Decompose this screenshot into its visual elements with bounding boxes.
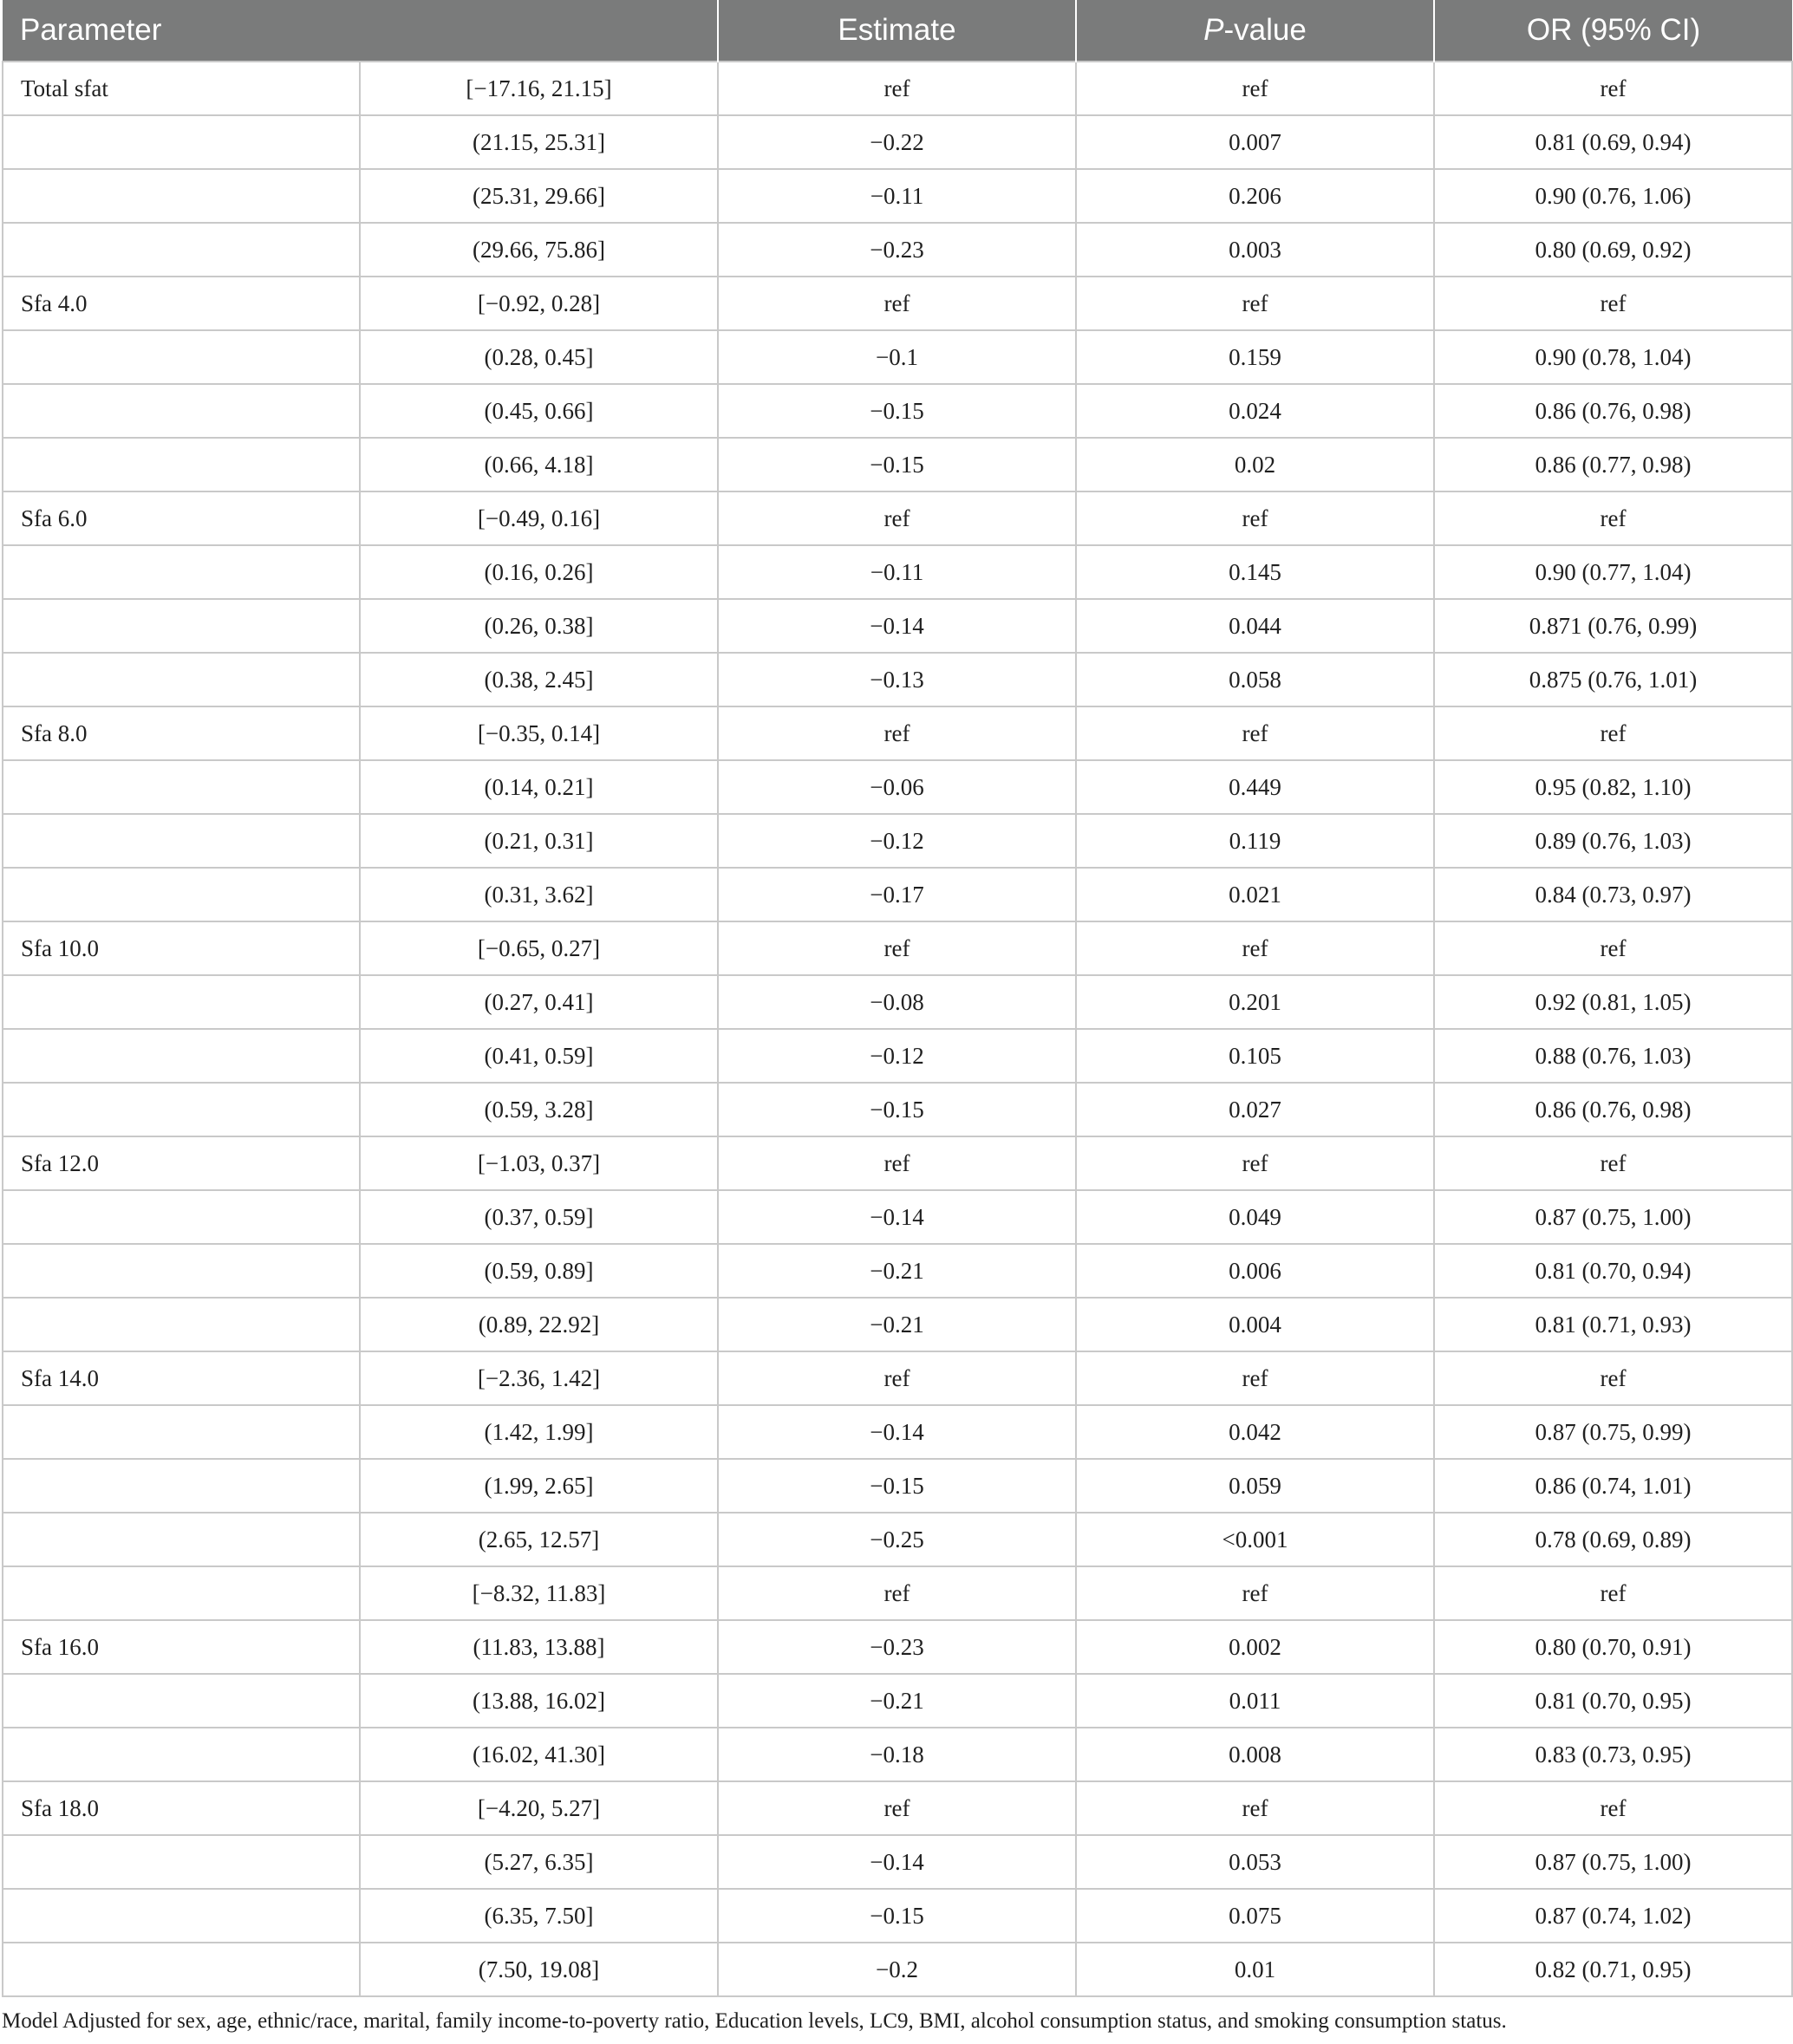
cell-estimate: −0.1	[718, 330, 1076, 384]
cell-estimate: −0.14	[718, 1190, 1076, 1244]
cell-range: (16.02, 41.30]	[360, 1728, 718, 1781]
cell-estimate: −0.25	[718, 1513, 1076, 1566]
cell-estimate: −0.11	[718, 545, 1076, 599]
cell-or: 0.87 (0.74, 1.02)	[1434, 1889, 1792, 1943]
cell-pvalue: 0.159	[1076, 330, 1434, 384]
cell-parameter	[3, 169, 360, 223]
cell-or: 0.88 (0.76, 1.03)	[1434, 1029, 1792, 1083]
cell-pvalue: 0.042	[1076, 1405, 1434, 1459]
cell-pvalue: 0.021	[1076, 868, 1434, 921]
cell-range: [−1.03, 0.37]	[360, 1136, 718, 1190]
cell-parameter	[3, 975, 360, 1029]
cell-pvalue: 0.007	[1076, 115, 1434, 169]
table-row	[3, 1566, 1792, 1620]
cell-or: ref	[1434, 1566, 1792, 1620]
cell-or: 0.875 (0.76, 1.01)	[1434, 653, 1792, 706]
table-row	[3, 599, 1792, 653]
cell-or: 0.87 (0.75, 1.00)	[1434, 1835, 1792, 1889]
cell-pvalue: 0.002	[1076, 1620, 1434, 1674]
cell-or: 0.90 (0.77, 1.04)	[1434, 545, 1792, 599]
cell-parameter	[3, 1298, 360, 1351]
cell-pvalue: 0.119	[1076, 814, 1434, 868]
cell-estimate: −0.23	[718, 1620, 1076, 1674]
cell-estimate: ref	[718, 491, 1076, 545]
table-row	[3, 706, 1792, 760]
cell-range: (0.27, 0.41]	[360, 975, 718, 1029]
cell-range: (0.59, 3.28]	[360, 1083, 718, 1136]
cell-or: 0.90 (0.76, 1.06)	[1434, 169, 1792, 223]
table-row	[3, 277, 1792, 330]
cell-or: ref	[1434, 277, 1792, 330]
cell-range: (0.31, 3.62]	[360, 868, 718, 921]
cell-or: 0.87 (0.75, 1.00)	[1434, 1190, 1792, 1244]
cell-range: (1.99, 2.65]	[360, 1459, 718, 1513]
table-row	[3, 491, 1792, 545]
table-row	[3, 1513, 1792, 1566]
cell-parameter	[3, 1190, 360, 1244]
cell-pvalue: 0.201	[1076, 975, 1434, 1029]
cell-parameter	[3, 1405, 360, 1459]
cell-estimate: −0.21	[718, 1674, 1076, 1728]
cell-pvalue: ref	[1076, 706, 1434, 760]
cell-pvalue: 0.449	[1076, 760, 1434, 814]
table-row	[3, 1405, 1792, 1459]
cell-pvalue: 0.058	[1076, 653, 1434, 706]
cell-estimate: −0.12	[718, 1029, 1076, 1083]
table-row	[3, 1943, 1792, 1996]
cell-or: 0.87 (0.75, 0.99)	[1434, 1405, 1792, 1459]
cell-range: (11.83, 13.88]	[360, 1620, 718, 1674]
cell-estimate: −0.21	[718, 1244, 1076, 1298]
cell-parameter: Sfa 8.0	[3, 706, 360, 760]
cell-range: (7.50, 19.08]	[360, 1943, 718, 1996]
cell-or: 0.80 (0.70, 0.91)	[1434, 1620, 1792, 1674]
table-row	[3, 1835, 1792, 1889]
cell-estimate: ref	[718, 1781, 1076, 1835]
cell-estimate: −0.15	[718, 438, 1076, 491]
table-row	[3, 545, 1792, 599]
cell-estimate: ref	[718, 1351, 1076, 1405]
cell-parameter	[3, 330, 360, 384]
cell-parameter	[3, 545, 360, 599]
cell-parameter	[3, 1459, 360, 1513]
table-row	[3, 223, 1792, 277]
table-row	[3, 330, 1792, 384]
cell-range: (0.37, 0.59]	[360, 1190, 718, 1244]
cell-or: ref	[1434, 491, 1792, 545]
table-row	[3, 438, 1792, 491]
cell-parameter	[3, 653, 360, 706]
cell-parameter	[3, 1083, 360, 1136]
cell-range: [−8.32, 11.83]	[360, 1566, 718, 1620]
cell-range: (21.15, 25.31]	[360, 115, 718, 169]
cell-range: (0.89, 22.92]	[360, 1298, 718, 1351]
cell-or: 0.86 (0.77, 0.98)	[1434, 438, 1792, 491]
table-row	[3, 921, 1792, 975]
cell-range: [−2.36, 1.42]	[360, 1351, 718, 1405]
cell-parameter: Sfa 16.0	[3, 1620, 360, 1674]
cell-estimate: ref	[718, 62, 1076, 115]
cell-or: 0.84 (0.73, 0.97)	[1434, 868, 1792, 921]
cell-parameter	[3, 1835, 360, 1889]
cell-parameter	[3, 1943, 360, 1996]
cell-or: 0.80 (0.69, 0.92)	[1434, 223, 1792, 277]
cell-estimate: −0.14	[718, 599, 1076, 653]
cell-parameter: Sfa 12.0	[3, 1136, 360, 1190]
cell-or: 0.86 (0.74, 1.01)	[1434, 1459, 1792, 1513]
table-row	[3, 653, 1792, 706]
cell-range: (0.38, 2.45]	[360, 653, 718, 706]
cell-estimate: −0.08	[718, 975, 1076, 1029]
cell-parameter: Total sfat	[3, 62, 360, 115]
cell-parameter	[3, 115, 360, 169]
header-pvalue-prefix: P	[1203, 13, 1224, 47]
header-pvalue-suffix: -value	[1223, 13, 1307, 47]
cell-estimate: −0.22	[718, 115, 1076, 169]
table-body	[3, 62, 1792, 1996]
cell-or: 0.81 (0.71, 0.93)	[1434, 1298, 1792, 1351]
table-row	[3, 760, 1792, 814]
cell-pvalue: 0.044	[1076, 599, 1434, 653]
table-row	[3, 1781, 1792, 1835]
cell-range: [−0.65, 0.27]	[360, 921, 718, 975]
table-row	[3, 1244, 1792, 1298]
cell-pvalue: 0.02	[1076, 438, 1434, 491]
table-row	[3, 169, 1792, 223]
cell-pvalue: 0.027	[1076, 1083, 1434, 1136]
cell-range: (6.35, 7.50]	[360, 1889, 718, 1943]
cell-pvalue: ref	[1076, 921, 1434, 975]
cell-pvalue: ref	[1076, 277, 1434, 330]
cell-or: ref	[1434, 1781, 1792, 1835]
cell-parameter	[3, 1029, 360, 1083]
cell-or: 0.86 (0.76, 0.98)	[1434, 384, 1792, 438]
cell-or: 0.81 (0.69, 0.94)	[1434, 115, 1792, 169]
cell-estimate: ref	[718, 921, 1076, 975]
cell-range: (0.66, 4.18]	[360, 438, 718, 491]
cell-parameter	[3, 223, 360, 277]
cell-range: [−4.20, 5.27]	[360, 1781, 718, 1835]
results-table	[2, 0, 1793, 1997]
cell-range: (0.45, 0.66]	[360, 384, 718, 438]
table-footnote: Model Adjusted for sex, age, ethnic/race, marital, family income-to-poverty ratio, Education levels, LC9, BMI, alcohol consumption status, and smoking consumption status.	[2, 2009, 1507, 2033]
table-header	[3, 0, 1792, 62]
cell-pvalue: ref	[1076, 62, 1434, 115]
table-row	[3, 384, 1792, 438]
cell-parameter: Sfa 14.0	[3, 1351, 360, 1405]
table-row	[3, 1083, 1792, 1136]
cell-estimate: ref	[718, 1566, 1076, 1620]
cell-pvalue: ref	[1076, 1351, 1434, 1405]
header-pvalue	[1076, 0, 1434, 62]
cell-pvalue: 0.105	[1076, 1029, 1434, 1083]
cell-pvalue: 0.075	[1076, 1889, 1434, 1943]
cell-or: 0.83 (0.73, 0.95)	[1434, 1728, 1792, 1781]
cell-range: [−0.49, 0.16]	[360, 491, 718, 545]
cell-pvalue: 0.003	[1076, 223, 1434, 277]
cell-or: 0.78 (0.69, 0.89)	[1434, 1513, 1792, 1566]
cell-estimate: ref	[718, 706, 1076, 760]
cell-range: (1.42, 1.99]	[360, 1405, 718, 1459]
header-row	[3, 0, 1792, 62]
cell-pvalue: ref	[1076, 491, 1434, 545]
cell-estimate: −0.17	[718, 868, 1076, 921]
cell-pvalue: 0.059	[1076, 1459, 1434, 1513]
table-row	[3, 1459, 1792, 1513]
cell-pvalue: 0.049	[1076, 1190, 1434, 1244]
cell-parameter: Sfa 4.0	[3, 277, 360, 330]
cell-pvalue: 0.008	[1076, 1728, 1434, 1781]
header-estimate: Estimate	[718, 0, 1076, 62]
table-row	[3, 1889, 1792, 1943]
cell-estimate: −0.15	[718, 384, 1076, 438]
cell-range: [−0.92, 0.28]	[360, 277, 718, 330]
cell-estimate: −0.06	[718, 760, 1076, 814]
cell-or: ref	[1434, 921, 1792, 975]
cell-pvalue: ref	[1076, 1781, 1434, 1835]
cell-or: 0.95 (0.82, 1.10)	[1434, 760, 1792, 814]
cell-range: (0.26, 0.38]	[360, 599, 718, 653]
cell-range: [−0.35, 0.14]	[360, 706, 718, 760]
cell-or: 0.871 (0.76, 0.99)	[1434, 599, 1792, 653]
table-row	[3, 1190, 1792, 1244]
cell-range: (0.16, 0.26]	[360, 545, 718, 599]
cell-parameter: Sfa 10.0	[3, 921, 360, 975]
cell-parameter	[3, 438, 360, 491]
cell-range: (0.59, 0.89]	[360, 1244, 718, 1298]
cell-estimate: −0.15	[718, 1459, 1076, 1513]
table-row	[3, 62, 1792, 115]
cell-pvalue: ref	[1076, 1136, 1434, 1190]
table-row	[3, 868, 1792, 921]
cell-parameter	[3, 868, 360, 921]
cell-parameter	[3, 1674, 360, 1728]
cell-estimate: −0.21	[718, 1298, 1076, 1351]
table-row	[3, 1620, 1792, 1674]
cell-or: ref	[1434, 1136, 1792, 1190]
cell-pvalue: 0.006	[1076, 1244, 1434, 1298]
cell-or: 0.92 (0.81, 1.05)	[1434, 975, 1792, 1029]
cell-estimate: −0.11	[718, 169, 1076, 223]
cell-range: (5.27, 6.35]	[360, 1835, 718, 1889]
cell-estimate: −0.15	[718, 1889, 1076, 1943]
cell-pvalue: 0.011	[1076, 1674, 1434, 1728]
table-row	[3, 1136, 1792, 1190]
cell-estimate: ref	[718, 1136, 1076, 1190]
cell-pvalue: 0.206	[1076, 169, 1434, 223]
cell-estimate: ref	[718, 277, 1076, 330]
cell-or: ref	[1434, 706, 1792, 760]
cell-range: (0.21, 0.31]	[360, 814, 718, 868]
cell-range: (25.31, 29.66]	[360, 169, 718, 223]
cell-or: 0.86 (0.76, 0.98)	[1434, 1083, 1792, 1136]
cell-or: 0.82 (0.71, 0.95)	[1434, 1943, 1792, 1996]
cell-parameter	[3, 1728, 360, 1781]
table-row	[3, 1351, 1792, 1405]
cell-parameter: Sfa 18.0	[3, 1781, 360, 1835]
cell-or: ref	[1434, 62, 1792, 115]
header-or: OR (95% CI)	[1434, 0, 1792, 62]
cell-or: 0.90 (0.78, 1.04)	[1434, 330, 1792, 384]
table-row	[3, 1728, 1792, 1781]
cell-pvalue: ref	[1076, 1566, 1434, 1620]
cell-estimate: −0.12	[718, 814, 1076, 868]
cell-range: [−17.16, 21.15]	[360, 62, 718, 115]
cell-or: ref	[1434, 1351, 1792, 1405]
cell-pvalue: 0.145	[1076, 545, 1434, 599]
cell-range: (0.14, 0.21]	[360, 760, 718, 814]
cell-pvalue: 0.004	[1076, 1298, 1434, 1351]
cell-parameter	[3, 599, 360, 653]
table-row	[3, 1029, 1792, 1083]
table-row	[3, 1674, 1792, 1728]
cell-estimate: −0.23	[718, 223, 1076, 277]
cell-parameter	[3, 760, 360, 814]
cell-range: (2.65, 12.57]	[360, 1513, 718, 1566]
cell-parameter	[3, 1566, 360, 1620]
cell-pvalue: <0.001	[1076, 1513, 1434, 1566]
table-row	[3, 814, 1792, 868]
table-row	[3, 975, 1792, 1029]
cell-estimate: −0.13	[718, 653, 1076, 706]
cell-range: (29.66, 75.86]	[360, 223, 718, 277]
cell-pvalue: 0.024	[1076, 384, 1434, 438]
cell-parameter	[3, 814, 360, 868]
cell-estimate: −0.15	[718, 1083, 1076, 1136]
cell-estimate: −0.2	[718, 1943, 1076, 1996]
cell-pvalue: 0.053	[1076, 1835, 1434, 1889]
cell-parameter	[3, 1513, 360, 1566]
cell-estimate: −0.14	[718, 1835, 1076, 1889]
cell-pvalue: 0.01	[1076, 1943, 1434, 1996]
cell-range: (13.88, 16.02]	[360, 1674, 718, 1728]
cell-estimate: −0.14	[718, 1405, 1076, 1459]
cell-parameter	[3, 384, 360, 438]
table-row	[3, 1298, 1792, 1351]
cell-or: 0.81 (0.70, 0.95)	[1434, 1674, 1792, 1728]
cell-parameter: Sfa 6.0	[3, 491, 360, 545]
cell-estimate: −0.18	[718, 1728, 1076, 1781]
cell-or: 0.81 (0.70, 0.94)	[1434, 1244, 1792, 1298]
table-row	[3, 115, 1792, 169]
header-parameter: Parameter	[3, 0, 718, 62]
cell-range: (0.41, 0.59]	[360, 1029, 718, 1083]
cell-or: 0.89 (0.76, 1.03)	[1434, 814, 1792, 868]
cell-range: (0.28, 0.45]	[360, 330, 718, 384]
cell-parameter	[3, 1244, 360, 1298]
cell-parameter	[3, 1889, 360, 1943]
